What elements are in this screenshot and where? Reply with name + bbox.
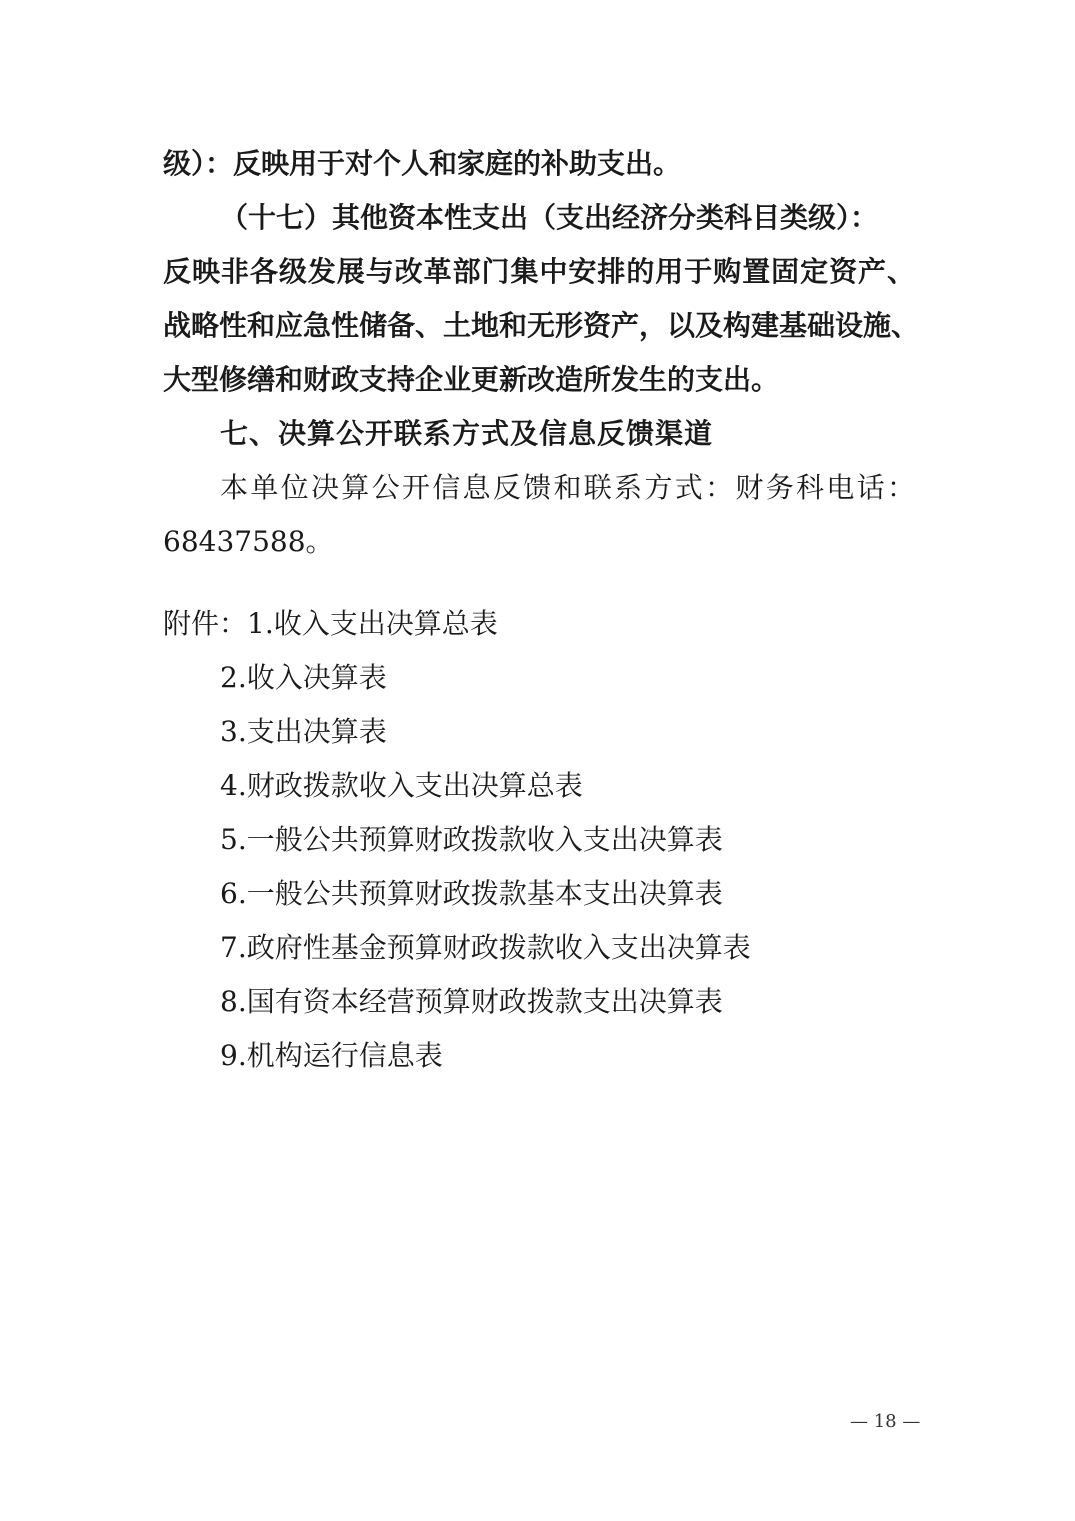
page-number: — 18 —: [850, 1411, 921, 1432]
paragraph-line-4: 战略性和应急性储备、土地和无形资产，以及构建基础设施、: [163, 309, 920, 342]
attachment-item: 6.一般公共预算财政拨款基本支出决算表: [220, 877, 723, 910]
attachment-item: 4.财政拨款收入支出决算总表: [220, 769, 583, 802]
contact-phone: 68437588。: [163, 525, 334, 558]
attachment-item: 5.一般公共预算财政拨款收入支出决算表: [220, 823, 723, 856]
contact-line: 本单位决算公开信息反馈和联系方式：财务科电话：: [220, 471, 915, 504]
attachment-item: 9.机构运行信息表: [220, 1039, 443, 1072]
attachments-label: 附件：1.收入支出决算总表: [163, 607, 498, 640]
attachment-item: 3.支出决算表: [220, 715, 387, 748]
paragraph-line-5: 大型修缮和财政支持企业更新改造所发生的支出。: [163, 363, 780, 396]
paragraph-line-3: 反映非各级发展与改革部门集中安排的用于购置固定资产、: [163, 255, 915, 288]
paragraph-line-2: （十七）其他资本性支出（支出经济分类科目类级）：: [220, 201, 879, 234]
attachment-item: 2.收入决算表: [220, 661, 387, 694]
attachment-item: 8.国有资本经营预算财政拨款支出决算表: [220, 985, 723, 1018]
attachment-item: 7.政府性基金预算财政拨款收入支出决算表: [220, 931, 751, 964]
paragraph-line-1: 级）：反映用于对个人和家庭的补助支出。: [163, 147, 682, 180]
section-heading: 七、决算公开联系方式及信息反馈渠道: [220, 417, 714, 450]
